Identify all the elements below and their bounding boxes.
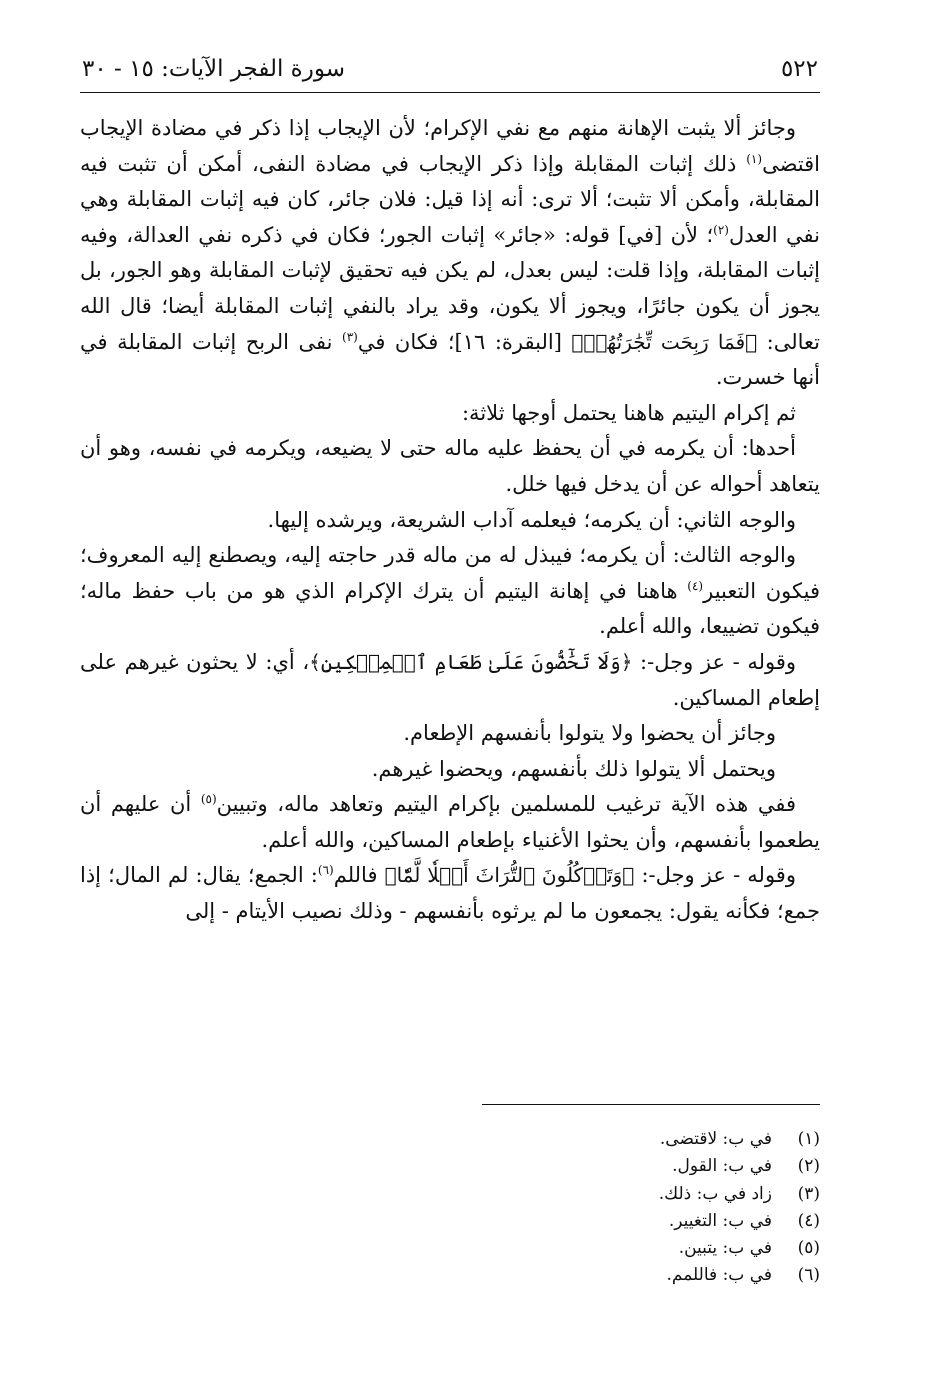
footnote-number: (٤) (797, 1210, 820, 1231)
text-run: أحدها: أن يكرمه في أن يحفظ عليه ماله حتى لا يضيعه، ويكرمه في نفسه، وهو أن يتعاهد أحواله عن أن يدخل فيها خلل. (80, 436, 820, 496)
footnote (80, 1208, 820, 1235)
running-header (80, 52, 820, 93)
text-run: ففي هذه الآية ترغيب للمسلمين بإكرام اليتيم وتعاهد ماله، وتبيين (216, 792, 796, 817)
footnotes-list (80, 1126, 820, 1290)
quran-verse: ﴿وَلَا تَحَٰٓضُّونَ عَلَىٰ طَعَامِ ٱلۡمِسۡكِينِ﴾ (309, 649, 633, 674)
text-run: ذلك إثبات المقابلة وإذا ذكر الإيجاب في مضادة النفى، أمكن أن تثبت فيه المقابلة، وأمكن ألا تثبت؛ ألا ترى: أنه إذا قيل: فلان جائر، كان فيه إثبات المقابلة وهي نفي العدل (80, 151, 820, 247)
quran-verse: ﴿فَمَا رَبِحَت تِّجَٰرَتُهُمۡ﴾ (571, 329, 758, 354)
footnote-text: زاد في ب: ذلك. (658, 1183, 772, 1204)
text-run: نفى الربح إثبات المقابلة في أنها خسرت. (80, 329, 820, 390)
footnote-marker: (١) (746, 151, 763, 166)
footnote (80, 1181, 820, 1208)
text-run: والوجه الثاني: أن يكرمه؛ فيعلمه آداب الشريعة، ويرشده إليها. (267, 507, 796, 532)
main-text (80, 111, 820, 930)
footnote-text: في ب: التغيير. (668, 1210, 772, 1231)
footnote-marker: (٥) (200, 792, 217, 807)
footnote-number: (٦) (797, 1265, 820, 1286)
paragraph (80, 431, 820, 502)
quran-verse: ﴿وَتَأۡكُلُونَ ٱلتُّرَاثَ أَكۡلٗا لَّمّٗا﴾ (384, 863, 635, 888)
footnote-divider (482, 1104, 820, 1105)
paragraph (80, 503, 820, 539)
text-run: وقوله - عز وجل-: (632, 649, 796, 674)
paragraph (80, 111, 820, 396)
footnote-text: في ب: فاللمم. (666, 1265, 772, 1286)
text-run: هاهنا في إهانة اليتيم أن يترك الإكرام الذي هو من باب حفظ ماله؛ فيكون تضييعا، والله أعلم. (80, 578, 820, 639)
paragraph (80, 538, 820, 645)
footnote-number: (١) (797, 1129, 820, 1149)
footnote-marker: (٤) (687, 578, 704, 593)
text-run: وجائز ألا يثبت الإهانة منهم مع نفي الإكرام؛ لأن الإيجاب إذا ذكر في مضادة الإيجاب اقتضى (80, 116, 820, 176)
footnote (80, 1235, 820, 1262)
page (80, 52, 821, 1286)
text-run: والوجه الثالث: أن يكرمه؛ فيبذل له من ماله قدر حاجته إليه، ويصطنع إليه المعروف؛ فيكون التعبير (80, 543, 820, 603)
paragraph (80, 787, 820, 858)
footnote (80, 1126, 820, 1153)
footnote-text: في ب: يتبين. (678, 1238, 772, 1259)
text-run: [البقرة: ١٦]؛ فكان في (357, 329, 572, 354)
paragraph (80, 396, 820, 432)
footnote-marker: (٦) (317, 863, 334, 878)
text-run: : الجمع؛ يقال: لم المال؛ إذا جمع؛ فكأنه يقول: يجمعون ما لم يرثوه بأنفسهم - وذلك نصيب الأيتام - إلى (80, 863, 820, 924)
text-run: ، أي: لا يحثون غيرهم على إطعام المساكين. (80, 649, 820, 710)
text-run: وجائز أن يحضوا ولا يتولوا بأنفسهم الإطعام. (403, 721, 776, 746)
footnote (80, 1153, 820, 1180)
footnote-marker: (٣) (342, 329, 358, 344)
footnote (80, 1262, 820, 1289)
text-run: ثم إكرام اليتيم هاهنا يحتمل أوجها ثلاثة: (461, 400, 796, 425)
text-run: ويحتمل ألا يتولوا ذلك بأنفسهم، ويحضوا غيرهم. (371, 756, 776, 781)
text-run: فاللم (333, 863, 385, 888)
footnote-number: (٥) (797, 1238, 820, 1259)
footnote-text: في ب: القول. (672, 1156, 772, 1177)
paragraph (80, 645, 820, 716)
page-number: ٥٢٢ (780, 56, 818, 82)
footnote-marker: (٢) (713, 222, 729, 237)
text-run: ؛ لأن [في] قوله: «جائر» إثبات الجور؛ فكان في ذكره نفي العدالة، وفيه إثبات المقابلة، وإذا قلت: ليس بعدل، لم يكن فيه تحقيق لإثبات المقابلة وهو الجور، بل يجوز أن يكون جائرًا، ويجوز ألا يكون، وقد يراد بالنفي إثبات المقابلة أيضا؛ قال الله تعالى: (80, 222, 821, 354)
section-title: سورة الفجر الآيات: ١٥ - ٣٠ (82, 56, 345, 82)
footnote-number: (٢) (797, 1156, 820, 1177)
paragraph (80, 716, 820, 752)
footnote-number: (٣) (797, 1183, 820, 1204)
text-run: وقوله - عز وجل-: (634, 863, 796, 888)
footnote-text: في ب: لاقتضى. (659, 1129, 772, 1149)
text-run: أن عليهم أن يطعموا بأنفسهم، وأن يحثوا الأغنياء بإطعام المساكين، والله أعلم. (80, 792, 820, 852)
paragraph (80, 858, 820, 929)
paragraph (80, 752, 820, 788)
